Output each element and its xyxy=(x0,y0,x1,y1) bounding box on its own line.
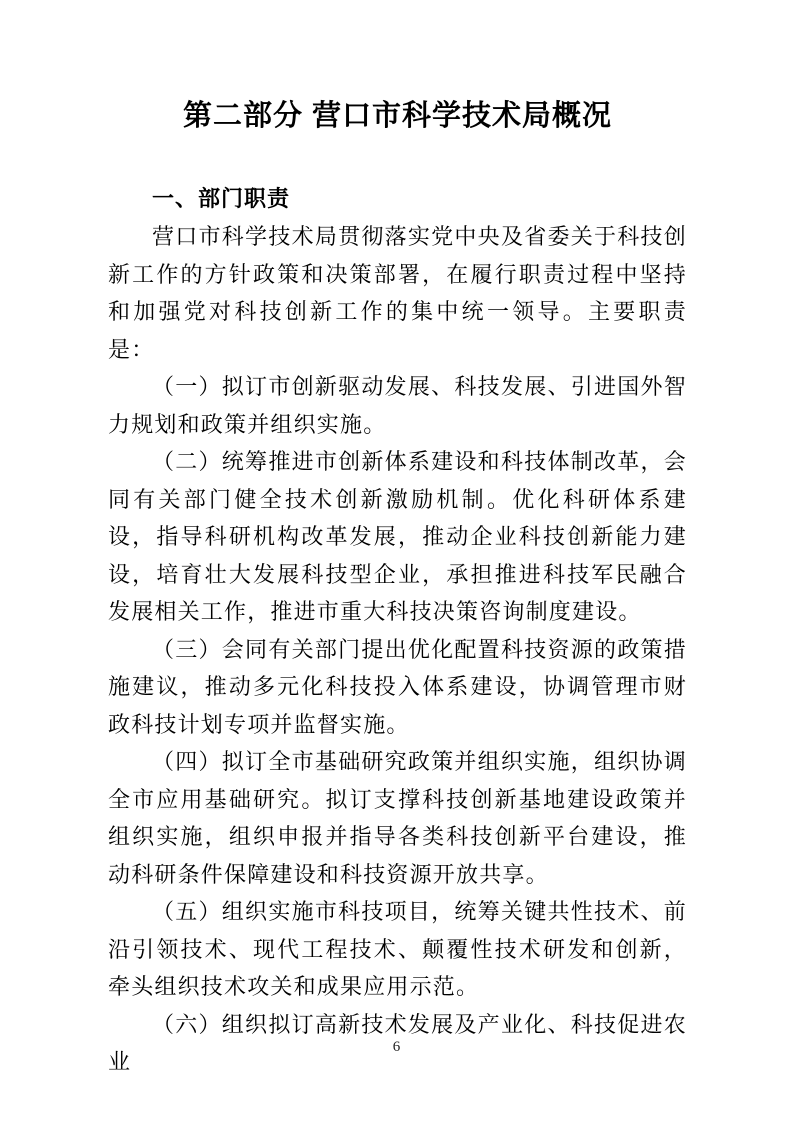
page-number: 6 xyxy=(392,1039,401,1055)
paragraph-duty-1: （一）拟订市创新驱动发展、科技发展、引进国外智力规划和政策并组织实施。 xyxy=(108,374,687,437)
paragraph-duty-3: （三）会同有关部门提出优化配置科技资源的政策措施建议，推动多元化科技投入体系建设，协调管理市财政科技计划专项并监督实施。 xyxy=(108,636,687,737)
paragraph-duty-6: （六）组织拟订高新技术发展及产业化、科技促进农业 xyxy=(108,1011,687,1074)
paragraph-intro: 营口市科学技术局贯彻落实党中央及省委关于科技创新工作的方针政策和决策部署，在履行职责过程中坚持和加强党对科技创新工作的集中统一领导。主要职责是： xyxy=(108,224,687,362)
paragraph-duty-4: （四）拟订全市基础研究政策并组织实施，组织协调全市应用基础研究。拟订支撑科技创新基地建设政策并组织实施，组织申报并指导各类科技创新平台建设，推动科研条件保障建设和科技资源开放共享。 xyxy=(108,749,687,887)
paragraph-duty-2: （二）统筹推进市创新体系建设和科技体制改革，会同有关部门健全技术创新激励机制。优化科研体系建设，指导科研机构改革发展，推动企业科技创新能力建设，培育壮大发展科技型企业，承担推进科技军民融合发展相关工作，推进市重大科技决策咨询制度建设。 xyxy=(108,449,687,624)
paragraph-duty-5: （五）组织实施市科技项目，统筹关键共性技术、前沿引领技术、现代工程技术、颠覆性技术研发和创新，牵头组织技术攻关和成果应用示范。 xyxy=(108,899,687,999)
document-title: 第二部分 营口市科学技术局概况 xyxy=(182,100,613,132)
section-heading-duties: 一、部门职责 xyxy=(152,186,291,211)
document-content xyxy=(108,0,687,1081)
